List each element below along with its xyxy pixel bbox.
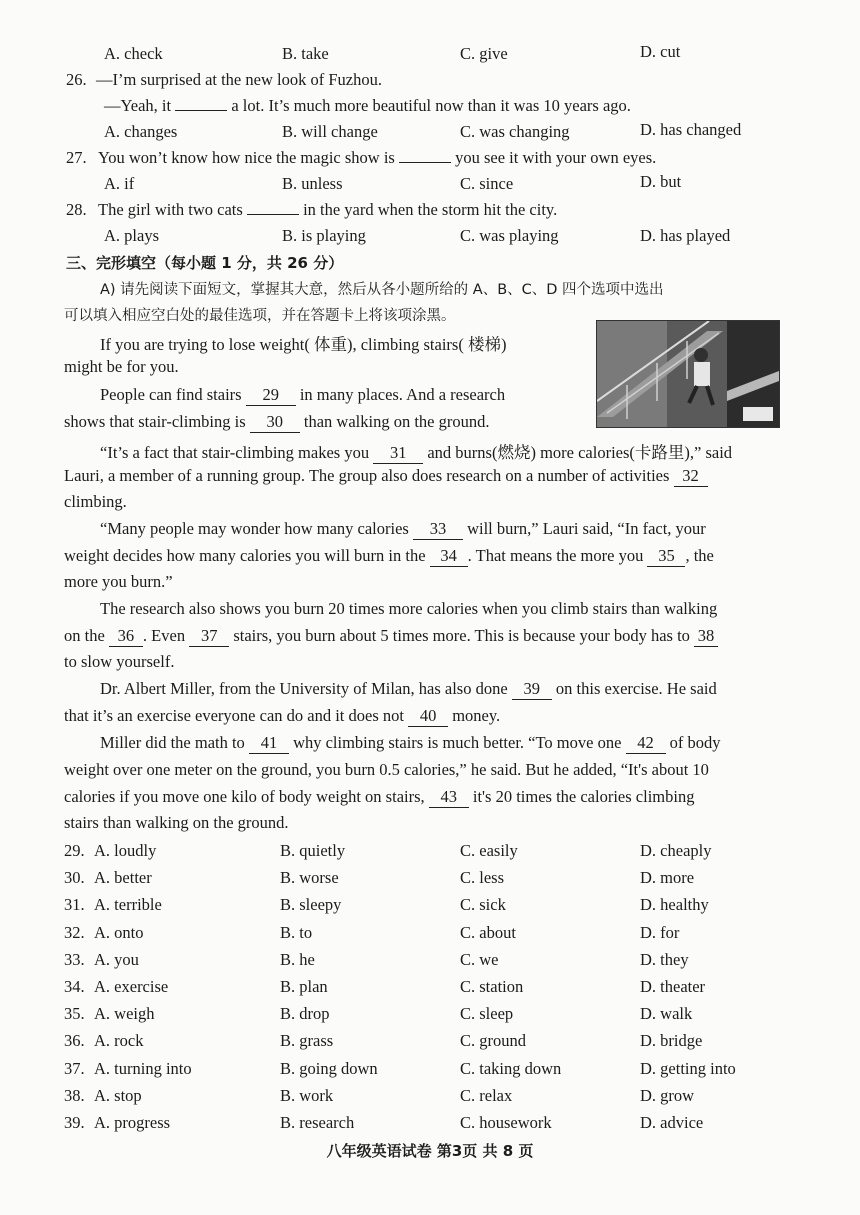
passage-p2-line2: shows that stair-climbing is 30 than walking on the ground.	[64, 412, 490, 431]
choice-number: 36.	[64, 1031, 85, 1051]
choice-option-b: B. quietly	[280, 841, 346, 860]
blank-40: 40	[408, 706, 448, 727]
choice-option-c: C. less	[460, 868, 505, 888]
choice-number: 35.	[64, 1004, 85, 1024]
choice-option-d: D. more	[640, 868, 695, 888]
blank-37: 37	[189, 626, 229, 647]
passage-p1-line1: If you are trying to lose weight( 体重), climbing stairs( 楼梯)	[100, 335, 507, 354]
passage-p6-line2: that it’s an exercise everyone can do and it does not 40 money.	[64, 706, 501, 725]
choice-number: 31.	[64, 895, 85, 915]
q27-option-b: B. unless	[282, 174, 343, 193]
choice-option-d: D. getting into	[640, 1058, 736, 1078]
q26-line1: —I’m surprised at the new look of Fuzhou.	[96, 70, 382, 89]
choice-number: 30.	[64, 868, 85, 888]
choice-option-b: B. he	[280, 949, 315, 969]
choice-option-c: C. ground	[460, 1031, 526, 1051]
q28-stem: The girl with two cats in the yard when the storm hit the city.	[98, 200, 558, 219]
choice-number: 39.	[64, 1113, 85, 1132]
passage-p3-line1: “It’s a fact that stair-climbing makes you 31 and burns(燃烧) more calories(卡路里),” said	[100, 443, 733, 462]
choice-option-c: C. relax	[460, 1085, 513, 1105]
choice-option-b: B. work	[280, 1085, 334, 1105]
blank-30: 30	[250, 412, 300, 433]
q28-option-a: A. plays	[104, 226, 159, 245]
passage-p1-line2: might be for you.	[64, 357, 179, 376]
passage-p3-line2: Lauri, a member of a running group. The group also does research on a number of activities 32	[64, 466, 708, 487]
choice-option-b: B. grass	[280, 1031, 334, 1051]
choice-option-b: B. worse	[280, 868, 339, 888]
passage-p2-line1: People can find stairs 29 in many places. And a research	[100, 385, 506, 404]
choice-option-c: C. station	[460, 977, 524, 996]
passage-p4-line3: more you burn.”	[64, 572, 173, 591]
q27-option-a: A. if	[104, 174, 135, 193]
choice-option-d: D. walk	[640, 1004, 693, 1024]
q26-option-c: C. was changing	[460, 122, 570, 141]
choice-number: 29.	[64, 841, 85, 860]
choice-option-a: A. rock	[94, 1031, 144, 1051]
q26-blank	[175, 110, 227, 111]
choice-number: 32.	[64, 922, 85, 942]
blank-32: 32	[674, 466, 708, 487]
choice-option-b: B. to	[280, 922, 313, 942]
passage-p7-line2: weight over one meter on the ground, you burn 0.5 calories,” he said. But he added, “It's about 10	[64, 760, 709, 779]
blank-33: 33	[413, 519, 463, 540]
passage-p4-line1: “Many people may wonder how many calories 33 will burn,” Lauri said, “In fact, your	[100, 519, 706, 538]
stairs-photo	[596, 320, 780, 428]
choice-option-c: C. sleep	[460, 1004, 514, 1024]
passage-p5-line1: The research also shows you burn 20 times more calories when you climb stairs than walking	[100, 599, 718, 618]
passage-p7-line4: stairs than walking on the ground.	[64, 813, 289, 832]
choice-option-a: A. progress	[94, 1113, 171, 1132]
q27-blank	[399, 162, 451, 163]
choice-option-d: D. theater	[640, 977, 706, 996]
choice-number: 37.	[64, 1058, 85, 1078]
choice-option-c: C. housework	[460, 1113, 552, 1132]
q27-stem: You won’t know how nice the magic show is you see it with your own eyes.	[98, 148, 657, 167]
passage-p7-line1: Miller did the math to 41 why climbing stairs is much better. “To move one 42 of body	[100, 733, 721, 752]
choice-option-b: B. sleepy	[280, 895, 342, 915]
choice-option-a: A. weigh	[94, 1004, 155, 1024]
choice-option-d: D. bridge	[640, 1031, 703, 1051]
section-heading: 三、完形填空（每小题 1 分，共 26 分）	[66, 254, 344, 272]
choice-option-a: A. turning into	[94, 1058, 192, 1078]
choice-option-a: A. terrible	[94, 895, 162, 915]
choice-option-d: D. cheaply	[640, 841, 712, 860]
choice-option-d: D. for	[640, 922, 680, 942]
choice-option-c: C. sick	[460, 895, 506, 915]
q28-option-d: D. has played	[640, 226, 731, 245]
choice-option-b: B. plan	[280, 977, 328, 996]
blank-31: 31	[373, 443, 423, 464]
passage-p5-line2: on the 36 . Even 37 stairs, you burn about 5 times more. This is because your body has to 38	[64, 626, 718, 647]
blank-41: 41	[249, 733, 289, 754]
blank-39: 39	[512, 679, 552, 700]
passage-p4-line2: weight decides how many calories you will burn in the 34 . That means the more you 35 , the	[64, 546, 714, 565]
choice-option-a: A. you	[94, 949, 139, 969]
choice-option-d: D. they	[640, 949, 689, 969]
q27-option-c: C. since	[460, 174, 514, 193]
section-instruction-line2: 可以填入相应空白处的最佳选项，并在答题卡上将该项涂黑。	[64, 308, 456, 324]
q28-option-b: B. is playing	[282, 226, 366, 245]
blank-43: 43	[429, 787, 469, 808]
passage-p7-line3: calories if you move one kilo of body weight on stairs, 43 it's 20 times the calories climbing	[64, 787, 695, 806]
choice-option-a: A. stop	[94, 1085, 142, 1105]
q26-option-a: A. changes	[104, 122, 178, 141]
choice-option-a: A. better	[94, 868, 152, 888]
q25-option-b: B. take	[282, 44, 329, 63]
q26-option-d: D. has changed	[640, 120, 742, 139]
q25-option-c: C. give	[460, 44, 508, 63]
choice-option-c: C. easily	[460, 841, 518, 860]
blank-38: 38	[694, 626, 718, 647]
choice-option-b: B. going down	[280, 1058, 378, 1078]
blank-42: 42	[626, 733, 666, 754]
choice-number: 34.	[64, 977, 85, 996]
choice-option-d: D. grow	[640, 1085, 695, 1105]
q28-option-c: C. was playing	[460, 226, 559, 245]
q26-number: 26.	[66, 70, 87, 89]
choice-option-a: A. onto	[94, 922, 144, 942]
choice-option-b: B. drop	[280, 1004, 330, 1024]
choice-option-c: C. we	[460, 949, 499, 969]
q25-option-a: A. check	[104, 44, 163, 63]
choice-option-c: C. about	[460, 922, 516, 942]
choice-option-d: D. advice	[640, 1113, 704, 1132]
choice-option-b: B. research	[280, 1113, 355, 1132]
blank-36: 36	[109, 626, 143, 647]
section-instruction-line1: A) 请先阅读下面短文，掌握其大意，然后从各小题所给的 A、B、C、D 四个选项中选出	[100, 282, 664, 298]
q28-blank	[247, 214, 299, 215]
choice-option-a: A. loudly	[94, 841, 157, 860]
choice-number: 33.	[64, 949, 85, 969]
q28-number: 28.	[66, 200, 87, 219]
passage-p3-line3: climbing.	[64, 492, 127, 511]
q25-option-d: D. cut	[640, 42, 681, 61]
choice-option-c: C. taking down	[460, 1058, 562, 1078]
choice-option-d: D. healthy	[640, 895, 709, 915]
passage-p6-line1: Dr. Albert Miller, from the University of Milan, has also done 39 on this exercise. He said	[100, 679, 717, 698]
q27-option-d: D. but	[640, 172, 682, 191]
q26-line2: —Yeah, it a lot. It’s much more beautiful now than it was 10 years ago.	[104, 96, 631, 115]
q27-number: 27.	[66, 148, 87, 167]
blank-29: 29	[246, 385, 296, 406]
choice-number: 38.	[64, 1085, 85, 1105]
page-footer: 八年级英语试卷 第3页 共 8 页	[326, 1142, 534, 1160]
passage-p5-line3: to slow yourself.	[64, 652, 175, 671]
choice-option-a: A. exercise	[94, 977, 169, 996]
blank-34: 34	[430, 546, 468, 567]
q26-option-b: B. will change	[282, 122, 378, 141]
blank-35: 35	[647, 546, 685, 567]
